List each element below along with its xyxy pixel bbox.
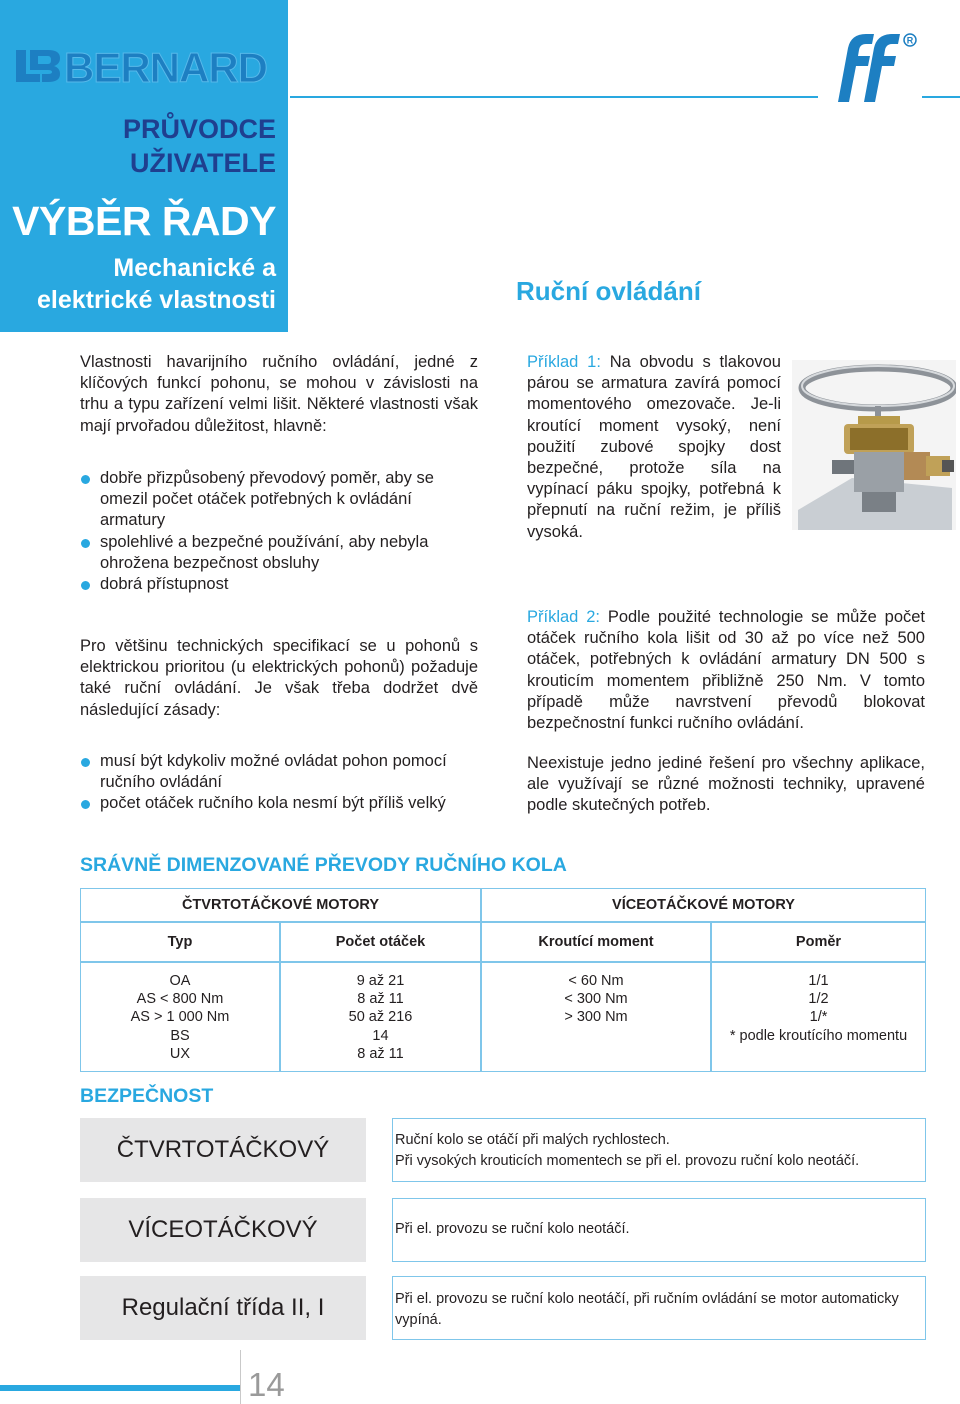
column-header-turns: Počet otáček bbox=[280, 922, 481, 962]
principles-paragraph: Pro většinu technických specifikací se u pohonů s elektrickou prioritou (u elektrických pohonů) požaduje také ruční ovládání. Je však třeba dodržet dvě následující zásady: bbox=[80, 637, 478, 719]
page-number: 14 bbox=[248, 1366, 285, 1403]
safety-heading: BEZPEČNOST bbox=[80, 1085, 214, 1107]
list-item: dobrá přístupnost bbox=[80, 574, 478, 595]
requirements-list bbox=[80, 468, 478, 595]
group-header-multi-turn: VÍCEOTÁČKOVÉ MOTORY bbox=[481, 888, 926, 922]
bernard-logo bbox=[14, 44, 278, 91]
example-1 bbox=[527, 352, 781, 543]
conclusion-paragraph: Neexistuje jedno jediné řešení pro všechny aplikace, ale využívají se různé možnosti techniky, upravené podle skutečných potřeb. bbox=[527, 754, 925, 815]
lb-logo-icon bbox=[14, 48, 62, 84]
handwheel-photo bbox=[792, 360, 956, 530]
safety-text-quarter-turn: Ruční kolo se otáčí při malých rychlostech. Při vysokých krouticích momentech se při el. provozu ruční kolo neotáčí. bbox=[392, 1118, 926, 1182]
guide-title bbox=[16, 112, 276, 180]
subtitle-line: Mechanické a bbox=[113, 254, 276, 282]
ff-logo-icon bbox=[818, 26, 922, 104]
guide-line: PRŮVODCE bbox=[122, 114, 276, 144]
safety-label-multi-turn: VÍCEOTÁČKOVÝ bbox=[80, 1198, 366, 1262]
svg-text:R: R bbox=[906, 35, 914, 46]
page-title: VÝBĚR ŘADY bbox=[12, 198, 276, 244]
table-cell-types: OA AS < 800 Nm AS > 1 000 Nm BS UX bbox=[80, 962, 280, 1072]
example-2 bbox=[527, 607, 925, 734]
list-item: počet otáček ručního kola nesmí být příliš velký bbox=[80, 793, 478, 814]
example-1-text: Na obvodu s tlakovou párou se armatura zavírá pomocí momentového omezovače. Je-li kroutící moment vysoký, není použití zubové spojky dost bezpečné, protože síla na vypínací páku spojky, potřebná k přepnutí na ruční režim, je příliš vysoká. bbox=[527, 353, 781, 541]
gear-table bbox=[80, 888, 926, 1072]
table-cell-ratios: 1/1 1/2 1/* * podle kroutícího momentu bbox=[711, 962, 926, 1072]
column-header-type: Typ bbox=[80, 922, 280, 962]
group-header-quarter-turn: ČTVRTOTÁČKOVÉ MOTORY bbox=[80, 888, 481, 922]
safety-text-regulation-class: Při el. provozu se ruční kolo neotáčí, při ručním ovládání se motor automaticky vypíná. bbox=[392, 1276, 926, 1340]
list-item: dobře přizpůsobený převodový poměr, aby se omezil počet otáček potřebných k ovládání armatury bbox=[80, 468, 478, 532]
intro-paragraph: Vlastnosti havarijního ručního ovládání, jedné z klíčových funkcí pohonu, se mohou v závislosti na trhu a typu zařízení velmi lišit. Některé vlastnosti však mají prvořadou důležitost, hlavně: bbox=[80, 353, 478, 435]
subtitle-line: elektrické vlastnosti bbox=[36, 286, 276, 314]
example-2-label: Příklad 2: bbox=[527, 608, 600, 626]
table-cell-turns: 9 až 21 8 až 11 50 až 216 14 8 až 11 bbox=[280, 962, 481, 1072]
page-subtitle bbox=[0, 252, 276, 316]
table-cell-torques: < 60 Nm < 300 Nm > 300 Nm bbox=[481, 962, 711, 1072]
example-1-label: Příklad 1: bbox=[527, 353, 601, 371]
list-item: spolehlivé a bezpečné používání, aby nebyla ohrožena bezpečnost obsluhy bbox=[80, 532, 478, 574]
gear-table-heading: SRÁVNĚ DIMENZOVANÉ PŘEVODY RUČNÍHO KOLA bbox=[80, 854, 567, 876]
list-item: musí být kdykoliv možné ovládat pohon pomocí ručního ovládání bbox=[80, 751, 478, 793]
column-header-ratio: Poměr bbox=[711, 922, 926, 962]
footer-bar bbox=[0, 1385, 240, 1391]
section-heading: Ruční ovládání bbox=[516, 276, 701, 306]
footer-divider bbox=[240, 1350, 241, 1404]
brand-name: BERNARD bbox=[64, 44, 267, 91]
principles-list bbox=[80, 751, 478, 815]
column-header-torque: Kroutící moment bbox=[481, 922, 711, 962]
safety-text-multi-turn: Při el. provozu se ruční kolo neotáčí. bbox=[392, 1198, 926, 1262]
header-panel bbox=[0, 0, 288, 332]
safety-label-quarter-turn: ČTVRTOTÁČKOVÝ bbox=[80, 1118, 366, 1182]
guide-line: UŽIVATELE bbox=[130, 148, 276, 178]
safety-label-regulation-class: Regulační třída II, I bbox=[80, 1276, 366, 1340]
example-2-text: Podle použité technologie se může počet otáček ručního kola lišit od 30 až po více než 500 otáček, potřebných k ovládání armatury DN 500 s krouticím momentem přibližně 250 Nm. V tomto případě může navrstvení převodů blokovat bezpečnostní funkci ručního ovládání. bbox=[527, 608, 926, 733]
